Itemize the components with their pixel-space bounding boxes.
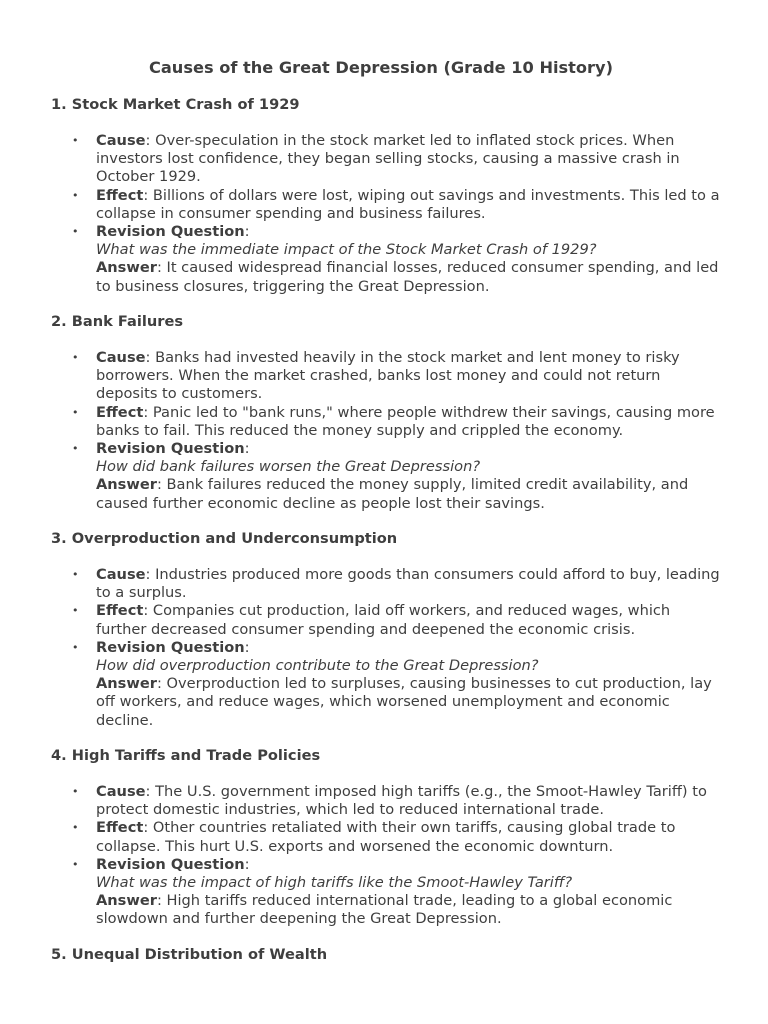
- section-list: [51, 349, 721, 513]
- section-heading: 4. High Tariffs and Trade Policies: [51, 747, 321, 764]
- revision-question-label: Revision Question: [96, 855, 245, 873]
- effect-label: Effect: [96, 186, 144, 204]
- revision-question-label: Revision Question: [96, 440, 245, 458]
- effect-text: : Billions of dollars were lost, wiping out savings and investments. This led to a collapse in consumer spending and business failures.: [96, 186, 720, 222]
- cause-label: Cause: [96, 132, 146, 149]
- section-bank-failures: [51, 313, 721, 513]
- effect-label: Effect: [96, 403, 144, 421]
- list-item-cause: [51, 783, 721, 819]
- answer-text: : Overproduction led to surpluses, causing businesses to cut production, lay off workers, and reduce wages, which worsened unemployment and economic decline.: [96, 675, 712, 729]
- revision-question-label: Revision Question: [96, 223, 245, 241]
- section-heading: 5. Unequal Distribution of Wealth: [51, 946, 328, 963]
- cause-text: : Over-speculation in the stock market led to inflated stock prices. When investors lost confidence, they began selling stocks, causing a massive crash in October 1929.: [96, 132, 680, 186]
- revision-question-text: How did bank failures worsen the Great Depression?: [96, 458, 481, 476]
- list-item-cause: [51, 349, 721, 404]
- effect-text: : Companies cut production, laid off workers, and reduced wages, which further decreased consumer spending and deepened the economic crisis.: [96, 602, 671, 638]
- answer-text: : High tariffs reduced international trade, leading to a global economic slowdown and further deepening the Great Depression.: [96, 892, 673, 928]
- section-heading: 2. Bank Failures: [51, 313, 184, 330]
- list-item-effect: [51, 187, 721, 223]
- answer-label: Answer: [96, 675, 157, 693]
- revision-question-text: What was the immediate impact of the Stock Market Crash of 1929?: [96, 241, 597, 259]
- revision-question-label: Revision Question: [96, 638, 245, 656]
- answer-text: : Bank failures reduced the money supply, limited credit availability, and caused further economic decline as people lost their savings.: [96, 476, 689, 512]
- cause-label: Cause: [96, 783, 146, 800]
- answer-line: [96, 259, 721, 295]
- section-stock-market-crash: [51, 96, 721, 296]
- revision-question-text: How did overproduction contribute to the Great Depression?: [96, 657, 539, 675]
- section-unequal-wealth: [51, 946, 721, 964]
- effect-text: : Panic led to "bank runs," where people withdrew their savings, causing more banks to fail. This reduced the money supply and crippled the economy.: [96, 403, 715, 439]
- section-overproduction: [51, 530, 721, 730]
- cause-text: : Industries produced more goods than consumers could afford to buy, leading to a surplus.: [96, 566, 720, 602]
- answer-line: [96, 476, 721, 512]
- answer-text: : It caused widespread financial losses, reduced consumer spending, and led to business closures, triggering the Great Depression.: [96, 259, 719, 295]
- cause-label: Cause: [96, 566, 146, 583]
- list-item-cause: [51, 132, 721, 187]
- section-heading: 3. Overproduction and Underconsumption: [51, 530, 398, 547]
- cause-label: Cause: [96, 349, 146, 366]
- cause-text: : Banks had invested heavily in the stock market and lent money to risky borrowers. When the market crashed, banks lost money and could not return deposits to customers.: [96, 349, 680, 403]
- list-item-revision: • Revision Question: What was the immediate impact of the Stock Market Crash of 1929? Answer: It caused widespread financial losses, reduced consumer spending, and led to business closures, triggering the Great Depression.: [51, 223, 721, 296]
- section-list: [51, 783, 721, 929]
- section-heading: 1. Stock Market Crash of 1929: [51, 96, 300, 113]
- effect-label: Effect: [96, 602, 144, 620]
- section-high-tariffs: [51, 747, 721, 929]
- section-list: [51, 132, 721, 296]
- document-title: Causes of the Great Depression (Grade 10 History): [149, 58, 613, 77]
- section-list: [51, 566, 721, 730]
- effect-label: Effect: [96, 819, 144, 837]
- revision-question-text: What was the impact of high tariffs like the Smoot-Hawley Tariff?: [96, 874, 573, 892]
- list-item-revision: • Revision Question: What was the impact of high tariffs like the Smoot-Hawley Tariff? Answer: High tariffs reduced international trade, leading to a global economic slowdown and further deepening the Great Depression.: [51, 856, 721, 929]
- list-item-effect: [51, 404, 721, 440]
- list-item-effect: [51, 602, 721, 638]
- list-item-revision: • Revision Question: How did overproduction contribute to the Great Depression? Answer: Overproduction led to surpluses, causing businesses to cut production, lay off workers, and reduce wages, which worsened unemployment and economic decline.: [51, 639, 721, 730]
- answer-line: [96, 892, 721, 928]
- answer-line: [96, 675, 721, 730]
- answer-label: Answer: [96, 259, 157, 277]
- effect-text: : Other countries retaliated with their own tariffs, causing global trade to collapse. This hurt U.S. exports and worsened the economic downturn.: [96, 819, 676, 855]
- list-item-cause: [51, 566, 721, 602]
- list-item-revision: • Revision Question: How did bank failures worsen the Great Depression? Answer: Bank failures reduced the money supply, limited credit availability, and caused further economic decline as people lost their savings.: [51, 440, 721, 513]
- answer-label: Answer: [96, 476, 157, 494]
- cause-text: : The U.S. government imposed high tariffs (e.g., the Smoot-Hawley Tariff) to protect domestic industries, which led to reduced international trade.: [96, 783, 707, 819]
- answer-label: Answer: [96, 892, 157, 910]
- list-item-effect: [51, 819, 721, 855]
